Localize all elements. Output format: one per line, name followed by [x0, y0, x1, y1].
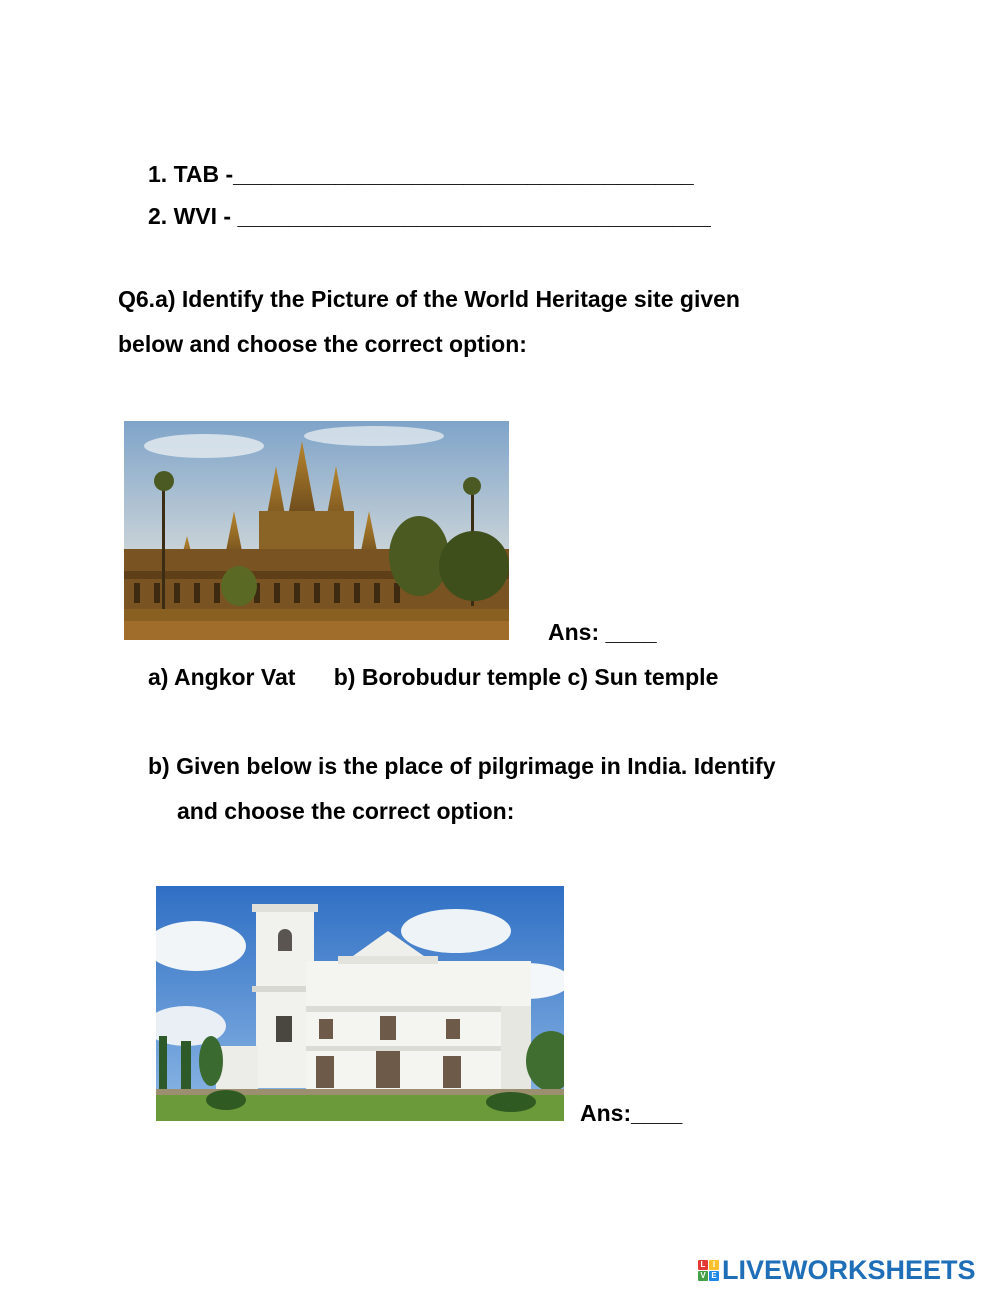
- church-image: [156, 886, 564, 1121]
- question-6a-line2: below and choose the correct option:: [118, 331, 527, 357]
- liveworksheets-logo: [698, 1255, 976, 1285]
- question-6b-line2: and choose the correct option:: [177, 798, 515, 824]
- q6a-answer-blank[interactable]: Ans: ____: [548, 619, 657, 645]
- q6b-answer-blank[interactable]: Ans:____: [580, 1100, 683, 1126]
- question-6a-line1: Q6.a) Identify the Picture of the World Heritage site given: [118, 286, 740, 312]
- liveworksheets-logo-icon: L I V E: [698, 1260, 719, 1281]
- liveworksheets-logo-text: LIVEWORKSHEETS: [722, 1254, 976, 1285]
- match-item-1: 1. TAB -____________________________________: [148, 161, 694, 187]
- question-6b-line1: b) Given below is the place of pilgrimage in India. Identify: [148, 753, 776, 779]
- match-item-2: 2. WVI - _____________________________________: [148, 203, 711, 229]
- q6a-options: a) Angkor Vat b) Borobudur temple c) Sun temple: [148, 664, 719, 690]
- angkor-vat-image: [124, 421, 509, 640]
